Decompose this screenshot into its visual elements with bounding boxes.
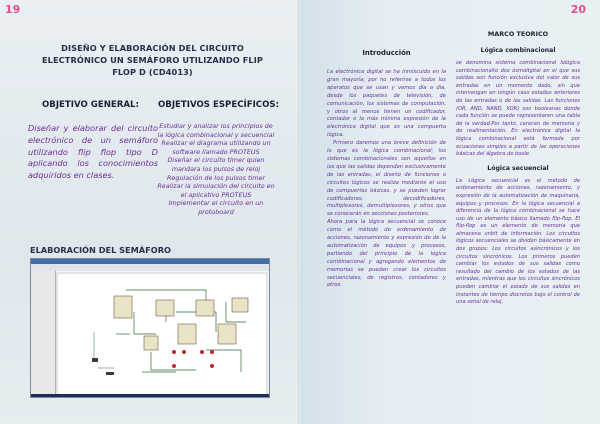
elaboracion-heading: ELABORACIÓN DEL SEMÁFORO [30,245,171,255]
intro-paragraph: Primero daremos una breve definición de lo que es la lógica combinacional; los sistemas combinacionales son aquellos en los que las salidas dependen exclusivamente de las entradas, el diseño de funciones o circuitos lógicos se realiza mediante el uso de compuertas básicas, y se pueden lograr codificadores, decodificadores, multiplexores, demultiplexores, y otros que se conocerán en secciones posteriores. [327,140,446,218]
marco-teorico-heading: MARCO TEORICO [487,30,549,38]
list-item: Implementar el circuito en un protoboard [168,199,264,216]
component-sidebar [31,271,56,397]
document-title: DISEÑO Y ELABORACIÓN DEL CIRCUITO ELECTRÓNICO UN SEMÁFORO UTILIZANDO FLIP FLOP D (CD4013) [41,43,263,77]
list-item: Diseñar el circuito timer quien mandara los pulsos de reloj [167,156,265,173]
logica-combinacional-text: se denomina sistema combinacional lológica combinacionalto dos ósmaltgital en el que sus salidas son función exclusiva del valor de sus entradas en un momento dado, sin que intervengan en ningún caso estados anteriores de las entradas o de las salidas. Las funciones (OR, AND, NAND, XOR) son booleanas donde cada función se puede representaren una tabla de la verdad.Por tanto, carecen de memoria y de realimentación. En electrónica digital la lógica combinacional está formada por ecuaciones simples a partir de las operaciones básicas del álgebra de boole. [456,60,580,158]
schematic-canvas [56,272,268,396]
logica-combinacional-heading: Lógica combinacional [480,47,556,54]
logica-secuencial-text: La Lógica secuencial es el método de ordenamiento de acciones, razonamiento, y expresión de la automatización de maquinaria, equipos y procesos. En la lógica secuencial a diferencia de la lógica combinacional se hace uso de un elemento básico llamado flip-flop. El flip-flop es un elemento de memoria que almacena unbit de información. Los circuitos lógicos secuenciales se dividen básicamente en dos grupos: Los circuitos asincrónicos y los circuitos sincrónicos. Los primeros pueden cambiar los estados de sus salidas como resultado del cambio de los estados de las entradas, mientras que los circuitos sincrónicos pueden cambiar el estado de sus salidas en instantes de tiempo discretos bajo el control de una señal de reloj. [456,177,580,306]
circuit-schematic [56,272,268,396]
intro-paragraph: Ahora para la lógica secuencial se conoce como el método de ordenamiento de acciones, razonamiento y expresión de de la automatización de equipos y procesos, partiendo del principio de la lógica combinacional y agregando elementos de memorias se pueden crear los circuitos secuenciales, de registros, contadores y otros. [327,219,446,289]
objetivos-especificos-list [156,122,276,217]
list-item: Realizar el diagrama utilizando un software llamado PROTEUS [161,139,271,156]
list-item: Regulación de los pulsos timer [166,173,266,182]
objetivo-general-heading: OBJETIVO GENERAL: [42,100,139,110]
intro-paragraph: La electrónica digital se ha inmiscuido en la gran mayoría; por no referirse a todos los aparatos que se usan y vemos día a día, desde los paquetes de televisión, de comunicación, los sistemas de computación, y otros al menos tienen un codificador, contador o la más mínima expresión de la electrónica digital que es una compuerta lógica. [327,69,446,139]
objetivo-general-text: Diseñar y elaborar del circuito electrónico de un semáforo utilizando flip flop tipo D aplicando los conocimientos adquiridos en clases. [28,123,158,181]
window-menubar [31,264,269,271]
introduccion-heading: Introducción [362,49,411,57]
page-number-right: 20 [570,3,586,16]
list-item: Estudiar y analizar los principios de la lógica combinacional y secuencial [157,122,275,139]
objetivos-especificos-heading: OBJETIVOS ESPECÍFICOS: [158,100,280,110]
list-item: Realizar la simulación del circuito en el aplicativo PROTEUS [157,182,275,199]
logica-secuencial-heading: Lógica secuencial [487,164,549,172]
window-statusbar [31,394,269,397]
proteus-screenshot [30,258,270,398]
page-number-left: 19 [5,3,21,16]
introduccion-column [327,49,446,290]
marco-teorico-column [456,30,580,313]
